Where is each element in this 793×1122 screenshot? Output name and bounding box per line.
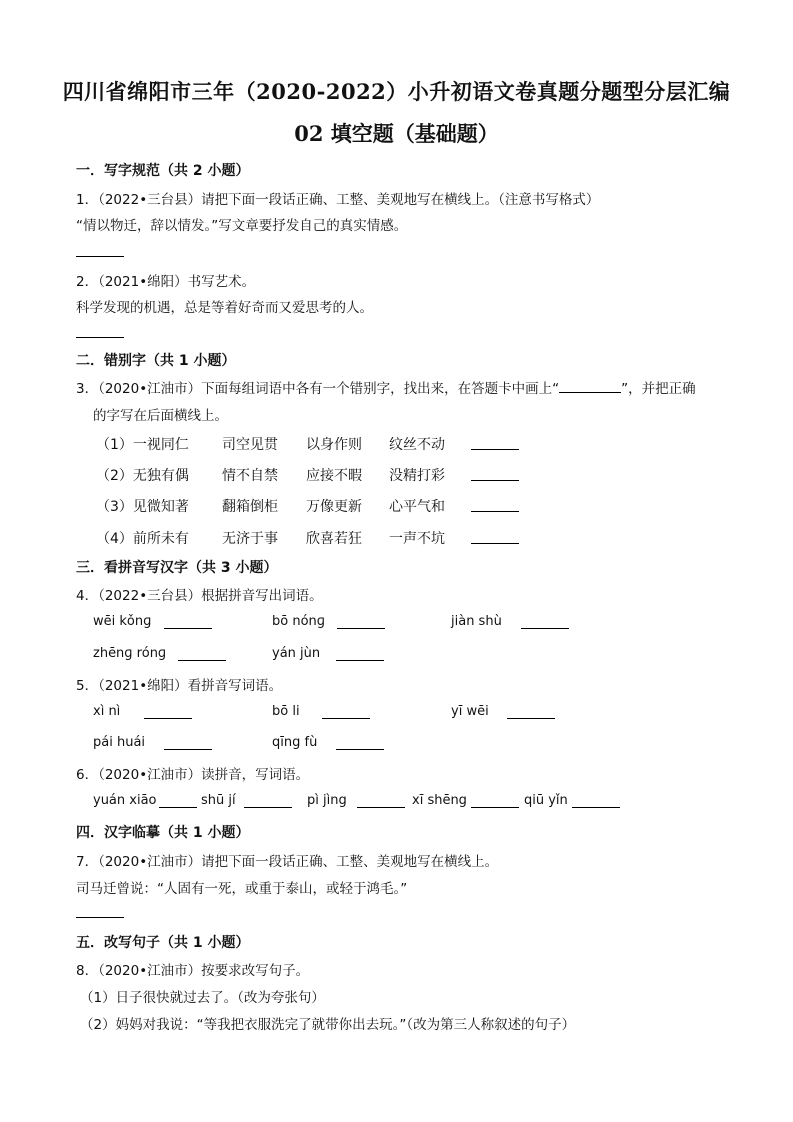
answer-blank-4-2[interactable] (337, 628, 385, 629)
answer-blank-4-4[interactable] (178, 660, 226, 661)
answer-blank-5-3[interactable] (507, 718, 555, 719)
pinyin-label: jiàn shù (451, 614, 502, 629)
question-5-stem: 5．（2021•绵阳）看拼音写词语。 (76, 678, 283, 694)
pinyin-label: yuán xiāo (93, 793, 157, 808)
pinyin-label: qiū yǐn (524, 793, 568, 808)
answer-blank-6-5[interactable] (572, 807, 620, 808)
word-cell: 司空见贯 (222, 437, 278, 453)
word-cell: 心平气和 (389, 499, 445, 515)
question-8-sub-2: （2）妈妈对我说：“等我把衣服洗完了就带你出去玩。”（改为第三人称叙述的句子） (80, 1017, 576, 1033)
answer-blank-3-3[interactable] (471, 511, 519, 512)
answer-blank-4-5[interactable] (336, 660, 384, 661)
word-cell: （3）见微知著 (96, 499, 189, 515)
word-cell: （1）一视同仁 (96, 437, 189, 453)
answer-blank-6-2[interactable] (244, 807, 292, 808)
section-heading-1: 一．写字规范（共 2 小题） (76, 163, 250, 179)
answer-blank-6-3[interactable] (357, 807, 405, 808)
answer-blank-7[interactable] (76, 917, 124, 918)
question-2-stem: 2．（2021•绵阳）书写艺术。 (76, 274, 256, 290)
question-3-stem (76, 377, 696, 397)
word-cell: 纹丝不动 (389, 437, 445, 453)
pinyin-label: qīng fù (272, 735, 318, 750)
answer-blank-3-1[interactable] (471, 449, 519, 450)
question-2-text: 科学发现的机遇，总是等着好奇而又爱思考的人。 (76, 300, 373, 316)
answer-blank-5-4[interactable] (164, 749, 212, 750)
pinyin-label: pái huái (93, 735, 146, 750)
question-1-stem: 1．（2022•三台县）请把下面一段话正确、工整、美观地写在横线上。（注意书写格式） (76, 192, 600, 208)
pinyin-label: yán jùn (272, 646, 321, 661)
pinyin-label: bō li (272, 704, 300, 719)
word-cell: 万像更新 (306, 499, 362, 515)
answer-blank-2[interactable] (76, 337, 124, 338)
question-3-stem-cont: 的字写在后面横线上。 (93, 408, 228, 424)
answer-blank-3-2[interactable] (471, 480, 519, 481)
document-subtitle: 02 填空题（基础题） (294, 121, 499, 146)
pinyin-label: xì nì (93, 704, 121, 719)
answer-blank-6-4[interactable] (471, 807, 519, 808)
pinyin-label: pì jìng (307, 793, 347, 808)
word-cell: （4）前所未有 (96, 531, 189, 547)
question-8-sub-1: （1）日子很快就过去了。（改为夸张句） (80, 990, 325, 1006)
answer-blank-4-3[interactable] (521, 628, 569, 629)
question-1-text: “情以物迁，辞以情发。”写文章要抒发自己的真实情感。 (76, 218, 408, 234)
answer-blank-3-4[interactable] (471, 543, 519, 544)
answer-blank-1[interactable] (76, 256, 124, 257)
word-cell: 无济于事 (222, 531, 278, 547)
answer-blank-5-2[interactable] (322, 718, 370, 719)
question-6-stem: 6．（2020•江油市）读拼音，写词语。 (76, 767, 310, 783)
question-3-stem-part-a: 3．（2020•江油市）下面每组词语中各有一个错别字，找出来，在答题卡中画上“ (76, 381, 560, 397)
word-cell: 一声不坑 (389, 531, 445, 547)
word-cell: 情不自禁 (222, 468, 278, 484)
word-cell: 翻箱倒柜 (222, 499, 278, 515)
word-cell: 没精打彩 (389, 468, 445, 484)
pinyin-label: yī wēi (451, 704, 489, 719)
answer-blank-5-1[interactable] (144, 718, 192, 719)
question-3-stem-part-b: ”，并把正确 (621, 381, 696, 397)
answer-blank-5-5[interactable] (336, 749, 384, 750)
question-7-text: 司马迁曾说：“人固有一死，或重于泰山，或轻于鸿毛。” (76, 881, 408, 897)
section-heading-3: 三．看拼音写汉字（共 3 小题） (76, 560, 278, 576)
section-heading-2: 二．错别字（共 1 小题） (76, 353, 236, 369)
answer-blank-6-1[interactable] (159, 807, 197, 808)
answer-blank-4-1[interactable] (164, 628, 212, 629)
question-7-stem: 7．（2020•江油市）请把下面一段话正确、工整、美观地写在横线上。 (76, 854, 499, 870)
word-cell: 应接不暇 (306, 468, 362, 484)
pinyin-label: shū jí (201, 793, 236, 808)
pinyin-label: zhēnɡ rónɡ (93, 646, 167, 661)
question-4-stem: 4．（2022•三台县）根据拼音写出词语。 (76, 588, 323, 604)
document-title: 四川省绵阳市三年（2020-2022）小升初语文卷真题分题型分层汇编 (62, 79, 731, 104)
section-heading-5: 五．改写句子（共 1 小题） (76, 935, 250, 951)
word-cell: （2）无独有偶 (96, 468, 189, 484)
inline-blank-mark (559, 380, 621, 393)
question-8-stem: 8．（2020•江油市）按要求改写句子。 (76, 963, 310, 979)
pinyin-label: xī shēng (412, 793, 467, 808)
pinyin-label: wēi kǒnɡ (93, 614, 152, 629)
section-heading-4: 四．汉字临摹（共 1 小题） (76, 825, 250, 841)
pinyin-label: bō nónɡ (272, 614, 326, 629)
word-cell: 欣喜若狂 (306, 531, 362, 547)
word-cell: 以身作则 (306, 437, 362, 453)
